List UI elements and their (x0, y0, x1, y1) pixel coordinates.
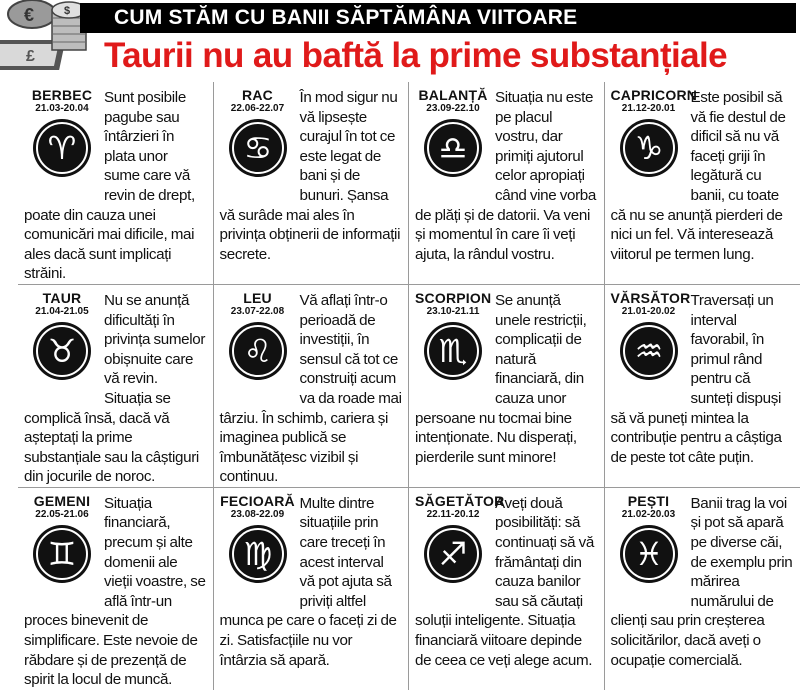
sign-name: CAPRICORN (611, 88, 687, 103)
sign-card (18, 488, 214, 690)
sign-card (605, 285, 800, 488)
sign-forecast-text: Traversați un interval favorabil, în primul rând pentru că sunteți dispuși să vă puneți mintea la contribuție pentru a câștiga de peste tot câte puțin. (611, 291, 795, 467)
svg-text:♋: ♋ (243, 129, 272, 167)
sign-forecast-text: Se anunță unele restricții, complicații de natură financiară, din cauza unor persoane nu tocmai bine intenționate. Nu disperați, pierderile sunt minore! (415, 291, 598, 467)
sign-header (611, 88, 687, 192)
sign-name: VĂRSĂTOR (611, 291, 687, 306)
sign-header (220, 88, 296, 192)
sign-header (24, 494, 100, 598)
sign-header (220, 494, 296, 598)
sign-dates: 23.08-22.09 (220, 509, 296, 521)
pisces-icon (619, 524, 679, 584)
sign-forecast-text: Situația nu este pe placul vostru, dar primiți ajutorul celor apropiați când vine vorba de plăți și de datorii. Va veni și momentul în care îi veți ajuta, la rândul vostru. (415, 88, 598, 264)
sign-name: SCORPION (415, 291, 491, 306)
sign-name: BALANȚĂ (415, 88, 491, 103)
sign-card (18, 285, 214, 488)
svg-text:♑: ♑ (634, 129, 663, 167)
capricorn-icon (619, 118, 679, 178)
sign-dates: 23.09-22.10 (415, 103, 491, 115)
svg-text:♏: ♏ (439, 332, 468, 370)
sign-forecast-text: Aveți două posibilități: să continuați să vă frământați din cauza banilor sau să căutați soluții inteligente. Situația financiară viitoare depinde de ceea ce veți alege acum. (415, 494, 598, 670)
svg-text:♐: ♐ (439, 535, 468, 573)
sign-name: PEȘTI (611, 494, 687, 509)
sign-header (611, 494, 687, 598)
sign-dates: 23.07-22.08 (220, 306, 296, 318)
svg-text:£: £ (26, 48, 35, 65)
sign-forecast-text: În mod sigur nu vă lipsește curajul în tot ce este legat de bani și de bunuri. Șansa vă surâde mai ales în privința obținerii de informații secrete. (220, 88, 403, 264)
sign-header (611, 291, 687, 395)
scorpio-icon (423, 321, 483, 381)
svg-text:♒: ♒ (634, 332, 663, 370)
sign-dates: 22.06-22.07 (220, 103, 296, 115)
sign-forecast-text: Sunt posibile pagube sau întârzieri în plata unor sume care vă revin de drept, poate din cauza unei comunicări mai dificile, mai ales dacă sunt implicați străini. (24, 88, 207, 284)
leo-icon (228, 321, 288, 381)
taurus-icon (32, 321, 92, 381)
svg-text:$: $ (64, 5, 70, 17)
sign-card (409, 285, 605, 488)
sign-forecast-text: Nu se anunță dificultăți în privința sumelor obișnuite care vă revin. Situația se complică însă, dacă vă așteptați la prime substanțiale sau la câștiguri din jocurile de noroc. (24, 291, 207, 487)
sign-dates: 21.04-21.05 (24, 306, 100, 318)
svg-text:♓: ♓ (634, 535, 663, 573)
sign-dates: 21.02-20.03 (611, 509, 687, 521)
sign-forecast-text: Vă aflați într-o perioadă de investiții, în sensul că tot ce construiți acum va da roade mai târziu. În schimb, cariera și imaginea publică se îmbunătățesc vizibil și continuu. (220, 291, 403, 487)
sign-card (605, 82, 800, 285)
sign-dates: 22.05-21.06 (24, 509, 100, 521)
sign-header (415, 494, 491, 598)
svg-text:€: € (24, 5, 34, 25)
section-title: CUM STĂM CU BANII SĂPTĂMÂNA VIITOARE (114, 6, 577, 29)
sagittarius-icon (423, 524, 483, 584)
sign-dates: 21.12-20.01 (611, 103, 687, 115)
aries-icon (32, 118, 92, 178)
sign-forecast-text: Este posibil să vă fie destul de dificil să nu vă faceți griji în legătură cu banii, cu toate că nu se anunță pierderi de nici un fel. Vă interesează viitorul pe termen lung. (611, 88, 795, 264)
aquarius-icon (619, 321, 679, 381)
sign-name: SĂGETĂTOR (415, 494, 491, 509)
virgo-icon (228, 524, 288, 584)
svg-text:♊: ♊ (48, 535, 77, 573)
svg-text:♉: ♉ (48, 332, 77, 370)
sign-card (214, 285, 410, 488)
sign-card (409, 82, 605, 285)
sign-header (220, 291, 296, 395)
horoscope-grid (18, 82, 800, 631)
sign-dates: 23.10-21.11 (415, 306, 491, 318)
sign-forecast-text: Multe dintre situațiile prin care treceți în acest interval vă pot ajuta să priviți altfel munca pe care o faceți zi de zi. Satisfacțiile nu vor întârzia să apară. (220, 494, 403, 670)
sign-dates: 21.03-20.04 (24, 103, 100, 115)
libra-icon (423, 118, 483, 178)
sign-name: RAC (220, 88, 296, 103)
sign-name: LEU (220, 291, 296, 306)
section-bar (80, 3, 796, 33)
sign-name: FECIOARĂ (220, 494, 296, 509)
sign-name: GEMENI (24, 494, 100, 509)
svg-text:♍: ♍ (243, 535, 272, 573)
gemini-icon (32, 524, 92, 584)
sign-card (409, 488, 605, 690)
sign-dates: 22.11-20.12 (415, 509, 491, 521)
sign-header (415, 291, 491, 395)
sign-name: TAUR (24, 291, 100, 306)
sign-card (605, 488, 800, 690)
sign-forecast-text: Situația financiară, precum și alte domenii ale vieții voastre, se află într-un proces binevenit de simplificare. Este nevoie de răbdare și de prezență de spirit la locul de muncă. (24, 494, 207, 690)
sign-dates: 21.01-20.02 (611, 306, 687, 318)
svg-text:♈: ♈ (48, 129, 77, 167)
cancer-icon (228, 118, 288, 178)
svg-text:♌: ♌ (243, 332, 272, 370)
sign-card (214, 488, 410, 690)
sign-header (24, 88, 100, 192)
sign-forecast-text: Banii trag la voi și pot să apară pe diverse căi, de exemplu prin mărirea numărului de clienți sau prin creșterea solicitărilor, dacă aveți o ocupație comercială. (611, 494, 795, 670)
sign-header (24, 291, 100, 395)
headline: Taurii nu au baftă la prime substanțiale (104, 34, 794, 78)
sign-card (214, 82, 410, 285)
sign-name: BERBEC (24, 88, 100, 103)
svg-text:♎: ♎ (439, 129, 468, 167)
sign-card (18, 82, 214, 285)
sign-header (415, 88, 491, 192)
